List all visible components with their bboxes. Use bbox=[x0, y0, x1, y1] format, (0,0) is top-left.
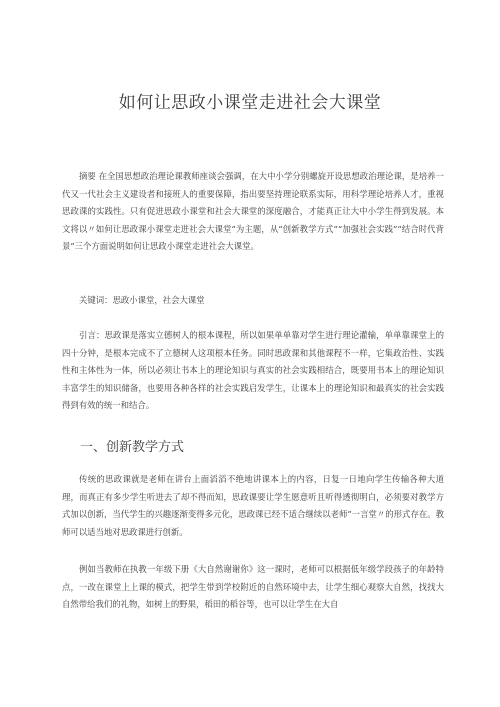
section-heading: 一、创新教学方式 bbox=[80, 440, 185, 455]
intro-paragraph: 引言：思政课是落实立德树人的根本课程，所以如果单单靠对学生进行理论灌输，单单靠课堂上的四十分钟，是根本完成不了立德树人这项根本任务。同时思政课和其他课程不一样，它集政治性、实践性和主体性为一体，所以必须让书本上的理论知识与真实的社会实践相结合，既要用书本上的理论知识丰富学生的知识储备，也要用各种各样的社会实践启发学生，让课本上的理论知识和最真实的社会实践得到有效的统一和结合。 bbox=[62, 330, 444, 410]
abstract-paragraph: 摘要 在全国思想政治理论课教师座谈会强调，在大中小学分别螺旋开设思想政治理论课，是培养一代又一代社会主义建设者和接班人的重要保障，指出要坚持理论联系实际，用科学理论培养人才，重视思政课的实践性。只有促进思政小课堂和社会大课堂的深度融合，才能真正让大中小学生得到发展。本文将以〃如何让思政课小课堂走进社会大课堂”为主题，从“创新教学方式”“加强社会实践”“结合时代背景”三个方面说明如何让思政小课堂走进社会大课堂。 bbox=[62, 171, 444, 251]
body-paragraph: 传统的思政课就是老师在讲台上面滔滔不绝地讲课本上的内容，日复一日地向学生传输各种大道理，而真正有多少学生听进去了却不得而知，思政课要让学生愿意听且听得透彻明白，必须要对教学方式加以创新，当代学生的兴趣逐渐变得多元化，思政课已经不适合继续以老师”一言堂〃的形式存在。教师可以适当地对思政课进行创新。 bbox=[62, 474, 444, 537]
keywords-paragraph: 关键词：思政小课堂，社会大课堂 bbox=[79, 295, 205, 305]
body-paragraph: 例如当教师在执教一年级下册《大自然谢谢你》这一课时，老师可以根据低年级学段孩子的年龄特点，一改在课堂上上课的模式，把学生带到学校附近的自然环境中去，让学生细心观察大自然，找找大自然带给我们的礼物，如树上的野果，稻田的稻谷等，也可以让学生在大自 bbox=[62, 564, 444, 609]
document-title: 如何让思政小课堂走进社会大课堂 bbox=[118, 93, 382, 113]
